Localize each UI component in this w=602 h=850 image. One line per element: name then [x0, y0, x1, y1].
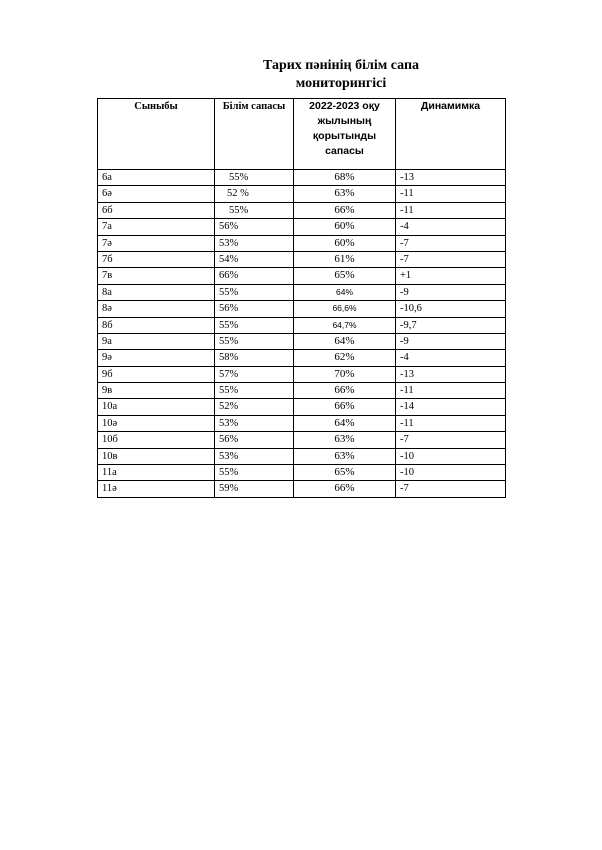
page-title: Тарих пәнінің білім сапа	[262, 58, 420, 73]
cell-dynamics: -7	[396, 432, 506, 448]
cell-class: 11а	[98, 465, 215, 481]
cell-quality: 55%	[215, 383, 294, 399]
table-row	[98, 251, 506, 267]
cell-dynamics: -4	[396, 219, 506, 235]
cell-quality: 55%	[215, 284, 294, 300]
table-row	[98, 399, 506, 415]
cell-dynamics: -10	[396, 448, 506, 464]
cell-dynamics: -11	[396, 383, 506, 399]
table-row	[98, 432, 506, 448]
cell-class: 9б	[98, 366, 215, 382]
cell-quality: 56%	[215, 301, 294, 317]
cell-prev-year: 65%	[294, 465, 396, 481]
cell-class: 8б	[98, 317, 215, 333]
page-subtitle: мониторингісі	[295, 76, 387, 91]
cell-prev-year: 66%	[294, 383, 396, 399]
cell-prev-year: 68%	[294, 170, 396, 186]
cell-quality: 59%	[215, 481, 294, 497]
cell-class: 8ә	[98, 301, 215, 317]
cell-prev-year: 66%	[294, 481, 396, 497]
cell-quality: 54%	[215, 251, 294, 267]
cell-class: 6б	[98, 202, 215, 218]
cell-quality: 55%	[215, 317, 294, 333]
cell-quality: 66%	[215, 268, 294, 284]
cell-class: 11ә	[98, 481, 215, 497]
cell-prev-year: 66,6%	[294, 301, 396, 317]
cell-prev-year: 64%	[294, 415, 396, 431]
cell-class: 10в	[98, 448, 215, 464]
table-row	[98, 465, 506, 481]
cell-quality: 53%	[215, 235, 294, 251]
cell-prev-year: 70%	[294, 366, 396, 382]
cell-dynamics: -9	[396, 333, 506, 349]
cell-dynamics: -13	[396, 170, 506, 186]
cell-dynamics: -7	[396, 251, 506, 267]
table-row	[98, 333, 506, 349]
table-row	[98, 235, 506, 251]
cell-quality: 53%	[215, 415, 294, 431]
cell-class: 10ә	[98, 415, 215, 431]
table-row	[98, 268, 506, 284]
cell-prev-year: 66%	[294, 399, 396, 415]
cell-class: 7а	[98, 219, 215, 235]
cell-prev-year: 61%	[294, 251, 396, 267]
cell-quality: 56%	[215, 219, 294, 235]
cell-quality: 53%	[215, 448, 294, 464]
cell-quality: 55%	[215, 202, 294, 218]
table-body	[98, 170, 506, 498]
cell-quality: 52%	[215, 399, 294, 415]
cell-class: 9а	[98, 333, 215, 349]
cell-class: 10б	[98, 432, 215, 448]
cell-quality: 57%	[215, 366, 294, 382]
header-prev-year: 2022-2023 оқу жылының қорытынды сапасы	[294, 99, 396, 170]
header-quality: Білім сапасы	[215, 99, 294, 170]
cell-prev-year: 63%	[294, 448, 396, 464]
cell-class: 7в	[98, 268, 215, 284]
table-row	[98, 170, 506, 186]
table-row	[98, 317, 506, 333]
cell-class: 8а	[98, 284, 215, 300]
cell-quality: 55%	[215, 170, 294, 186]
cell-quality: 55%	[215, 333, 294, 349]
table-row	[98, 350, 506, 366]
cell-prev-year: 63%	[294, 186, 396, 202]
quality-table	[97, 98, 506, 498]
table-row	[98, 284, 506, 300]
table-row	[98, 415, 506, 431]
table-row	[98, 366, 506, 382]
cell-prev-year: 65%	[294, 268, 396, 284]
cell-quality: 52 %	[215, 186, 294, 202]
cell-class: 9ә	[98, 350, 215, 366]
cell-quality: 56%	[215, 432, 294, 448]
table-row	[98, 202, 506, 218]
cell-dynamics: -7	[396, 235, 506, 251]
cell-class: 6а	[98, 170, 215, 186]
cell-dynamics: -11	[396, 186, 506, 202]
cell-prev-year: 60%	[294, 235, 396, 251]
cell-class: 7ә	[98, 235, 215, 251]
cell-dynamics: -11	[396, 415, 506, 431]
header-dynamics: Динамимка	[396, 99, 506, 170]
cell-dynamics: -14	[396, 399, 506, 415]
cell-class: 9в	[98, 383, 215, 399]
cell-prev-year: 64,7%	[294, 317, 396, 333]
table-row	[98, 219, 506, 235]
cell-quality: 55%	[215, 465, 294, 481]
cell-quality: 58%	[215, 350, 294, 366]
cell-prev-year: 63%	[294, 432, 396, 448]
cell-prev-year: 62%	[294, 350, 396, 366]
cell-prev-year: 64%	[294, 284, 396, 300]
cell-prev-year: 60%	[294, 219, 396, 235]
cell-dynamics: +1	[396, 268, 506, 284]
cell-dynamics: -7	[396, 481, 506, 497]
cell-dynamics: -10	[396, 465, 506, 481]
table-row	[98, 301, 506, 317]
table-row	[98, 383, 506, 399]
cell-dynamics: -9,7	[396, 317, 506, 333]
cell-prev-year: 64%	[294, 333, 396, 349]
cell-dynamics: -4	[396, 350, 506, 366]
table-row	[98, 448, 506, 464]
table-row	[98, 481, 506, 497]
cell-dynamics: -10,6	[396, 301, 506, 317]
cell-dynamics: -9	[396, 284, 506, 300]
table-row	[98, 186, 506, 202]
table-header-row	[98, 99, 506, 170]
cell-dynamics: -11	[396, 202, 506, 218]
cell-prev-year: 66%	[294, 202, 396, 218]
cell-class: 6ә	[98, 186, 215, 202]
cell-dynamics: -13	[396, 366, 506, 382]
cell-class: 10а	[98, 399, 215, 415]
header-class: Сыныбы	[98, 99, 215, 170]
cell-class: 7б	[98, 251, 215, 267]
